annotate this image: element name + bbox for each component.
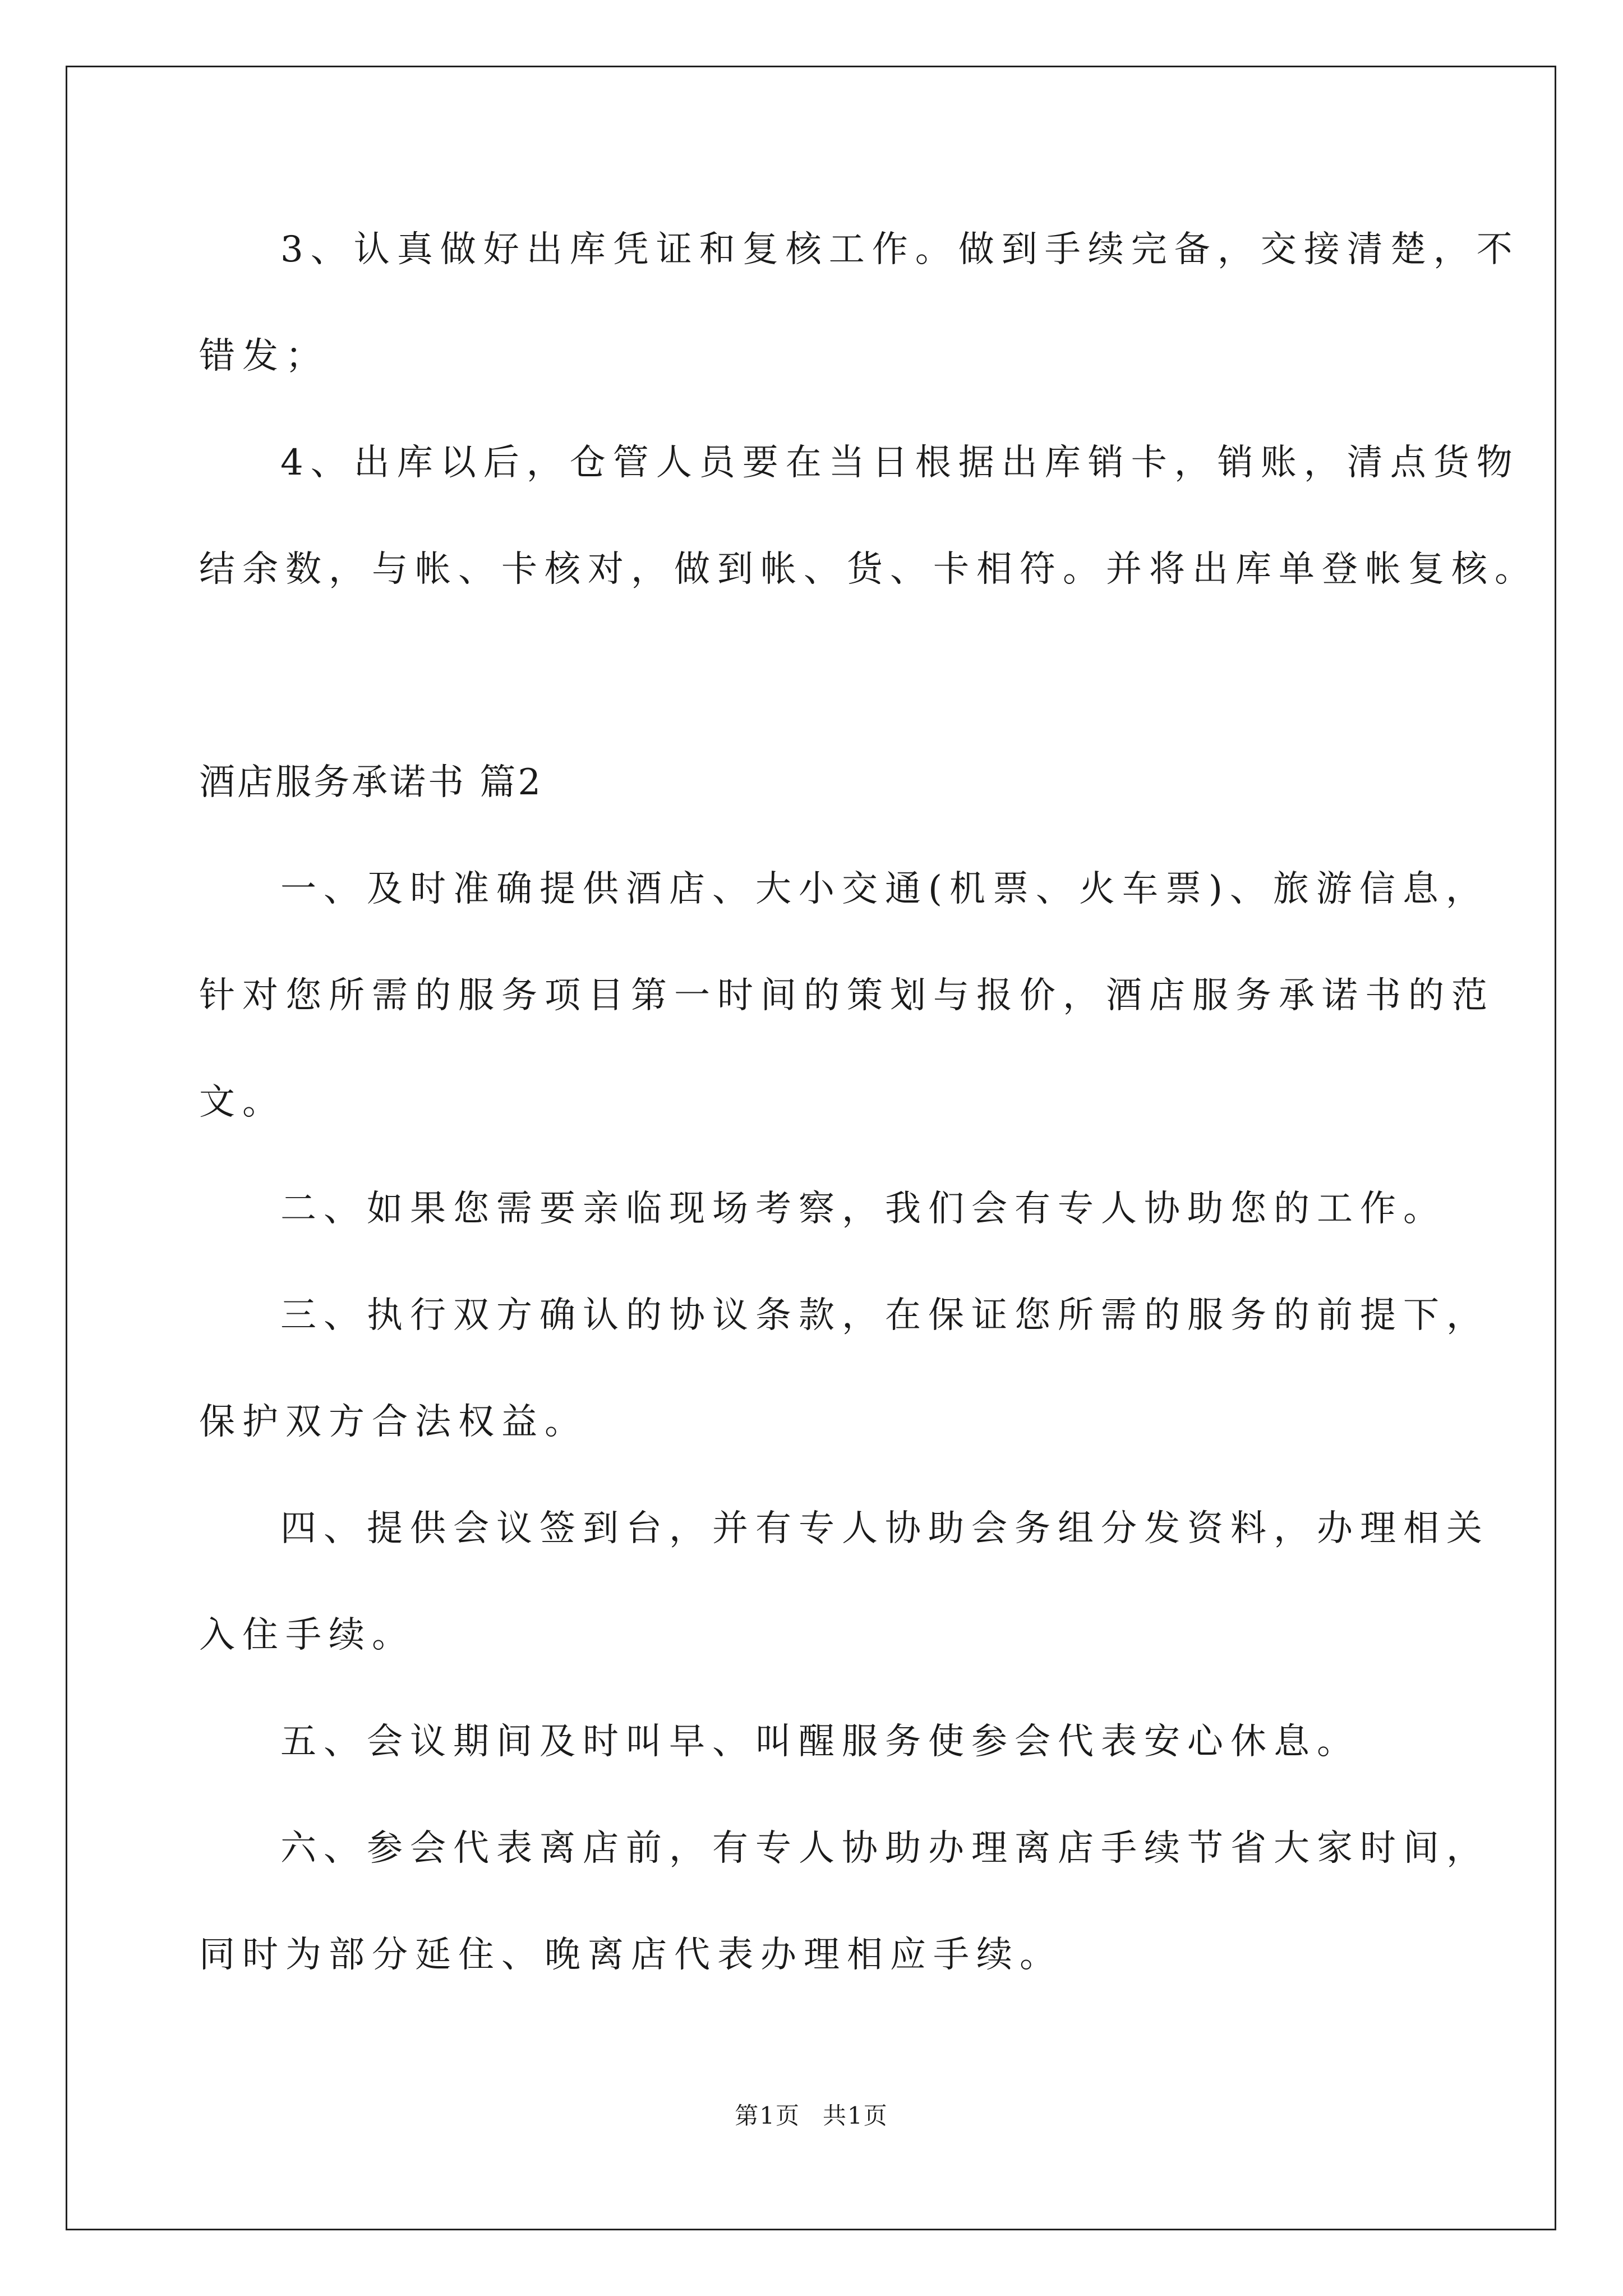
section-heading: 酒店服务承诺书 篇2 [199,762,543,803]
paragraph-line: 四、提供会议签到台，并有专人协助会务组分发资料，办理相关 [280,1508,1490,1549]
paragraph-line: 五、会议期间及时叫早、叫醒服务使参会代表安心休息。 [280,1721,1360,1763]
paragraph-line: 二、如果您需要亲临现场考察，我们会有专人协助您的工作。 [280,1188,1446,1230]
paragraph-line: 三、执行双方确认的协议条款，在保证您所需的服务的前提下， [280,1295,1490,1336]
page-footer [0,2101,1623,2131]
paragraph-line: 针对您所需的服务项目第一时间的策划与报价，酒店服务承诺书的范 [199,975,1495,1016]
page-border [66,66,1556,2230]
paragraph-line: 结余数，与帐、卡核对，做到帐、货、卡相符。并将出库单登帐复核。 [199,549,1538,590]
paragraph-line: 一、及时准确提供酒店、大小交通(机票、火车票)、旅游信息， [280,868,1489,910]
paragraph-line: 4、出库以后，仓管人员要在当日根据出库销卡，销账，清点货物 [280,442,1520,484]
page-total: 共1页 [823,2102,888,2129]
paragraph-line: 六、参会代表离店前，有专人协助办理离店手续节省大家时间， [280,1828,1490,1869]
paragraph-line: 错发； [199,335,329,377]
paragraph-line: 3、认真做好出库凭证和复核工作。做到手续完备，交接清楚，不 [280,229,1520,270]
paragraph-line: 同时为部分延住、晚离店代表办理相应手续。 [199,1934,1063,1976]
paragraph-line: 保护双方合法权益。 [199,1401,588,1443]
paragraph-line: 文。 [199,1082,285,1123]
page-number: 第1页 [735,2102,800,2129]
paragraph-line: 入住手续。 [199,1614,415,1656]
